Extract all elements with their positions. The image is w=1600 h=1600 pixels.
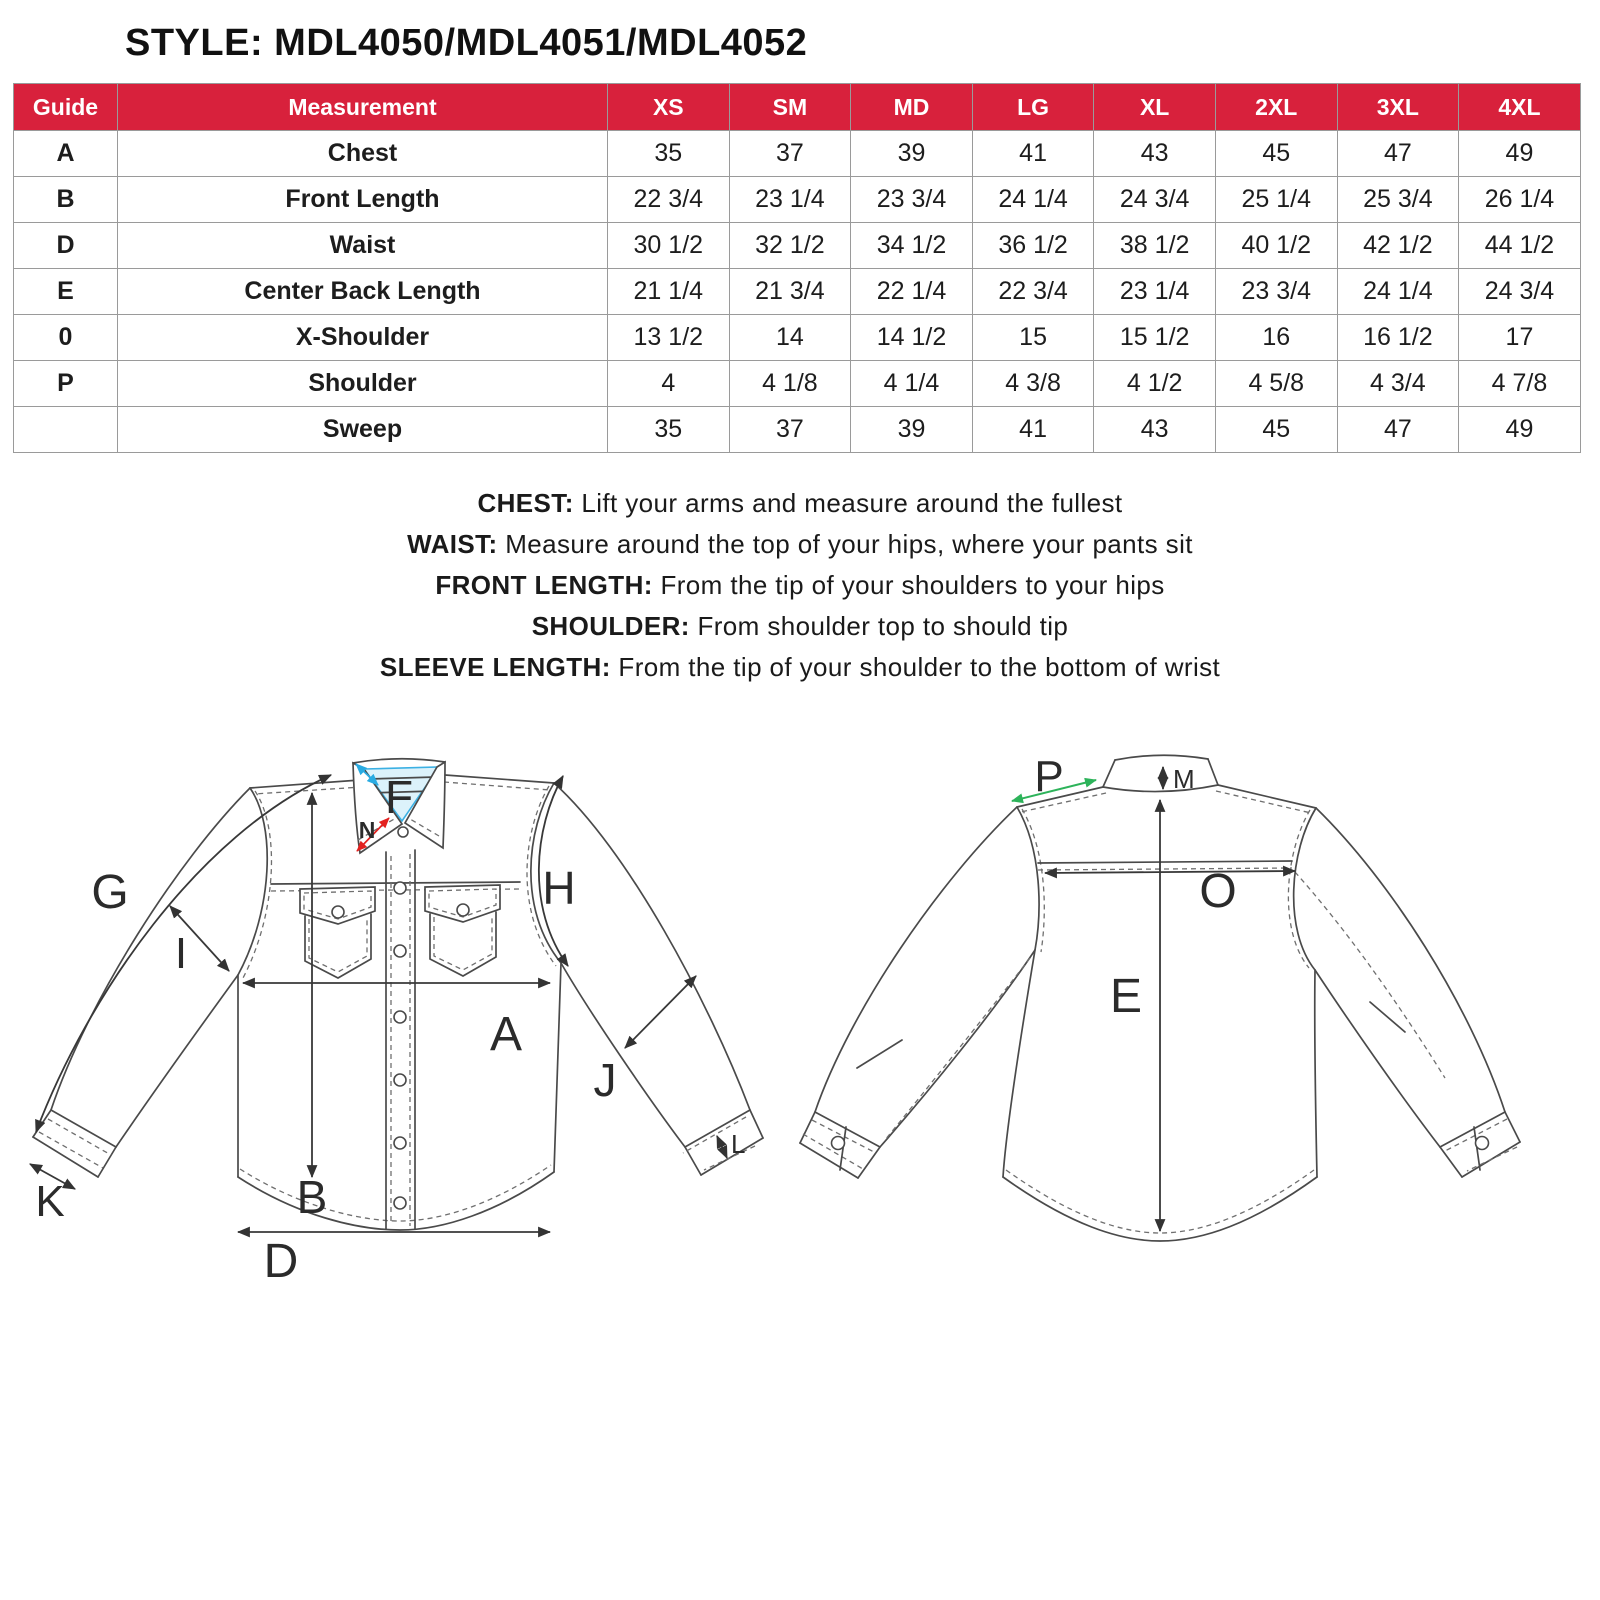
instruction-label: CHEST: [477, 488, 574, 518]
value-cell: 30 1/2 [608, 223, 730, 269]
measurement-cell: Center Back Length [118, 269, 608, 315]
table-row [14, 223, 1581, 269]
value-cell: 39 [851, 407, 973, 453]
table-row [14, 407, 1581, 453]
instruction-label: SLEEVE LENGTH: [379, 652, 611, 682]
instruction-line [0, 565, 1600, 606]
size-chart-table [13, 83, 1581, 453]
col-header-measurement: Measurement [118, 84, 608, 131]
table-header-row [14, 84, 1581, 131]
measurement-cell: Sweep [118, 407, 608, 453]
measurement-cell: Chest [118, 131, 608, 177]
front-label-G: G [91, 866, 129, 919]
value-cell: 13 1/2 [608, 315, 730, 361]
value-cell: 47 [1337, 131, 1459, 177]
instruction-label: FRONT LENGTH: [435, 570, 653, 600]
value-cell: 24 1/4 [972, 177, 1094, 223]
back-label-P: P [1034, 752, 1064, 801]
front-label-H: H [542, 862, 576, 914]
value-cell: 24 3/4 [1459, 269, 1581, 315]
value-cell: 15 [972, 315, 1094, 361]
value-cell: 49 [1459, 131, 1581, 177]
guide-cell [14, 407, 118, 453]
col-header-guide: Guide [14, 84, 118, 131]
value-cell: 43 [1094, 407, 1216, 453]
value-cell: 44 1/2 [1459, 223, 1581, 269]
value-cell: 41 [972, 407, 1094, 453]
back-label-M: M [1173, 764, 1195, 794]
instruction-line [0, 606, 1600, 647]
instruction-text: From shoulder top to should tip [697, 611, 1069, 641]
col-header-lg: LG [972, 84, 1094, 131]
guide-cell: D [14, 223, 118, 269]
value-cell: 15 1/2 [1094, 315, 1216, 361]
front-label-F: F [384, 771, 414, 823]
value-cell: 4 [608, 361, 730, 407]
value-cell: 4 3/8 [972, 361, 1094, 407]
value-cell: 21 1/4 [608, 269, 730, 315]
value-cell: 34 1/2 [851, 223, 973, 269]
front-label-K: K [35, 1177, 65, 1226]
table-row [14, 177, 1581, 223]
value-cell: 22 3/4 [972, 269, 1094, 315]
front-label-J: J [593, 1054, 617, 1106]
table-row [14, 131, 1581, 177]
shirt-front-diagram [28, 700, 773, 1300]
col-header-4xl: 4XL [1459, 84, 1581, 131]
instruction-label: WAIST: [407, 529, 498, 559]
instruction-label: SHOULDER: [531, 611, 690, 641]
front-label-B: B [296, 1171, 328, 1223]
value-cell: 4 1/2 [1094, 361, 1216, 407]
value-cell: 23 1/4 [729, 177, 851, 223]
front-label-L: L [731, 1129, 746, 1159]
value-cell: 32 1/2 [729, 223, 851, 269]
col-header-sm: SM [729, 84, 851, 131]
guide-cell: B [14, 177, 118, 223]
value-cell: 38 1/2 [1094, 223, 1216, 269]
value-cell: 4 1/4 [851, 361, 973, 407]
value-cell: 16 [1215, 315, 1337, 361]
front-label-D: D [263, 1235, 299, 1288]
guide-cell: A [14, 131, 118, 177]
guide-cell: P [14, 361, 118, 407]
back-label-O: O [1199, 865, 1237, 918]
value-cell: 45 [1215, 407, 1337, 453]
value-cell: 26 1/4 [1459, 177, 1581, 223]
value-cell: 23 3/4 [1215, 269, 1337, 315]
value-cell: 16 1/2 [1337, 315, 1459, 361]
value-cell: 23 1/4 [1094, 269, 1216, 315]
value-cell: 25 1/4 [1215, 177, 1337, 223]
value-cell: 37 [729, 131, 851, 177]
table-row [14, 361, 1581, 407]
page-title: STYLE: MDL4050/MDL4051/MDL4052 [125, 22, 808, 64]
col-header-xs: XS [608, 84, 730, 131]
instruction-line [0, 524, 1600, 565]
value-cell: 43 [1094, 131, 1216, 177]
value-cell: 24 1/4 [1337, 269, 1459, 315]
back-label-E: E [1109, 970, 1142, 1023]
table-row [14, 269, 1581, 315]
col-header-2xl: 2XL [1215, 84, 1337, 131]
front-label-I: I [174, 929, 188, 978]
value-cell: 45 [1215, 131, 1337, 177]
measuring-instructions [0, 483, 1600, 688]
value-cell: 35 [608, 131, 730, 177]
value-cell: 39 [851, 131, 973, 177]
value-cell: 49 [1459, 407, 1581, 453]
measurement-cell: Front Length [118, 177, 608, 223]
instruction-text: Lift your arms and measure around the fullest [581, 488, 1123, 518]
value-cell: 41 [972, 131, 1094, 177]
instruction-text: From the tip of your shoulders to your hips [660, 570, 1165, 600]
value-cell: 47 [1337, 407, 1459, 453]
front-label-A: A [489, 1008, 523, 1061]
value-cell: 36 1/2 [972, 223, 1094, 269]
value-cell: 42 1/2 [1337, 223, 1459, 269]
instruction-line [0, 647, 1600, 688]
value-cell: 25 3/4 [1337, 177, 1459, 223]
instruction-line [0, 483, 1600, 524]
guide-cell: E [14, 269, 118, 315]
guide-cell: 0 [14, 315, 118, 361]
col-header-md: MD [851, 84, 973, 131]
value-cell: 4 7/8 [1459, 361, 1581, 407]
value-cell: 4 1/8 [729, 361, 851, 407]
table-row [14, 315, 1581, 361]
instruction-text: Measure around the top of your hips, where your pants sit [505, 529, 1193, 559]
instruction-text: From the tip of your shoulder to the bottom of wrist [618, 652, 1221, 682]
value-cell: 35 [608, 407, 730, 453]
value-cell: 4 3/4 [1337, 361, 1459, 407]
front-label-N: N [358, 817, 376, 843]
col-header-xl: XL [1094, 84, 1216, 131]
value-cell: 4 5/8 [1215, 361, 1337, 407]
value-cell: 37 [729, 407, 851, 453]
measurement-cell: Shoulder [118, 361, 608, 407]
value-cell: 23 3/4 [851, 177, 973, 223]
value-cell: 17 [1459, 315, 1581, 361]
value-cell: 14 [729, 315, 851, 361]
measurement-cell: X-Shoulder [118, 315, 608, 361]
shirt-back-diagram [790, 700, 1560, 1300]
value-cell: 24 3/4 [1094, 177, 1216, 223]
col-header-3xl: 3XL [1337, 84, 1459, 131]
value-cell: 21 3/4 [729, 269, 851, 315]
value-cell: 22 3/4 [608, 177, 730, 223]
value-cell: 14 1/2 [851, 315, 973, 361]
value-cell: 40 1/2 [1215, 223, 1337, 269]
value-cell: 22 1/4 [851, 269, 973, 315]
measurement-cell: Waist [118, 223, 608, 269]
